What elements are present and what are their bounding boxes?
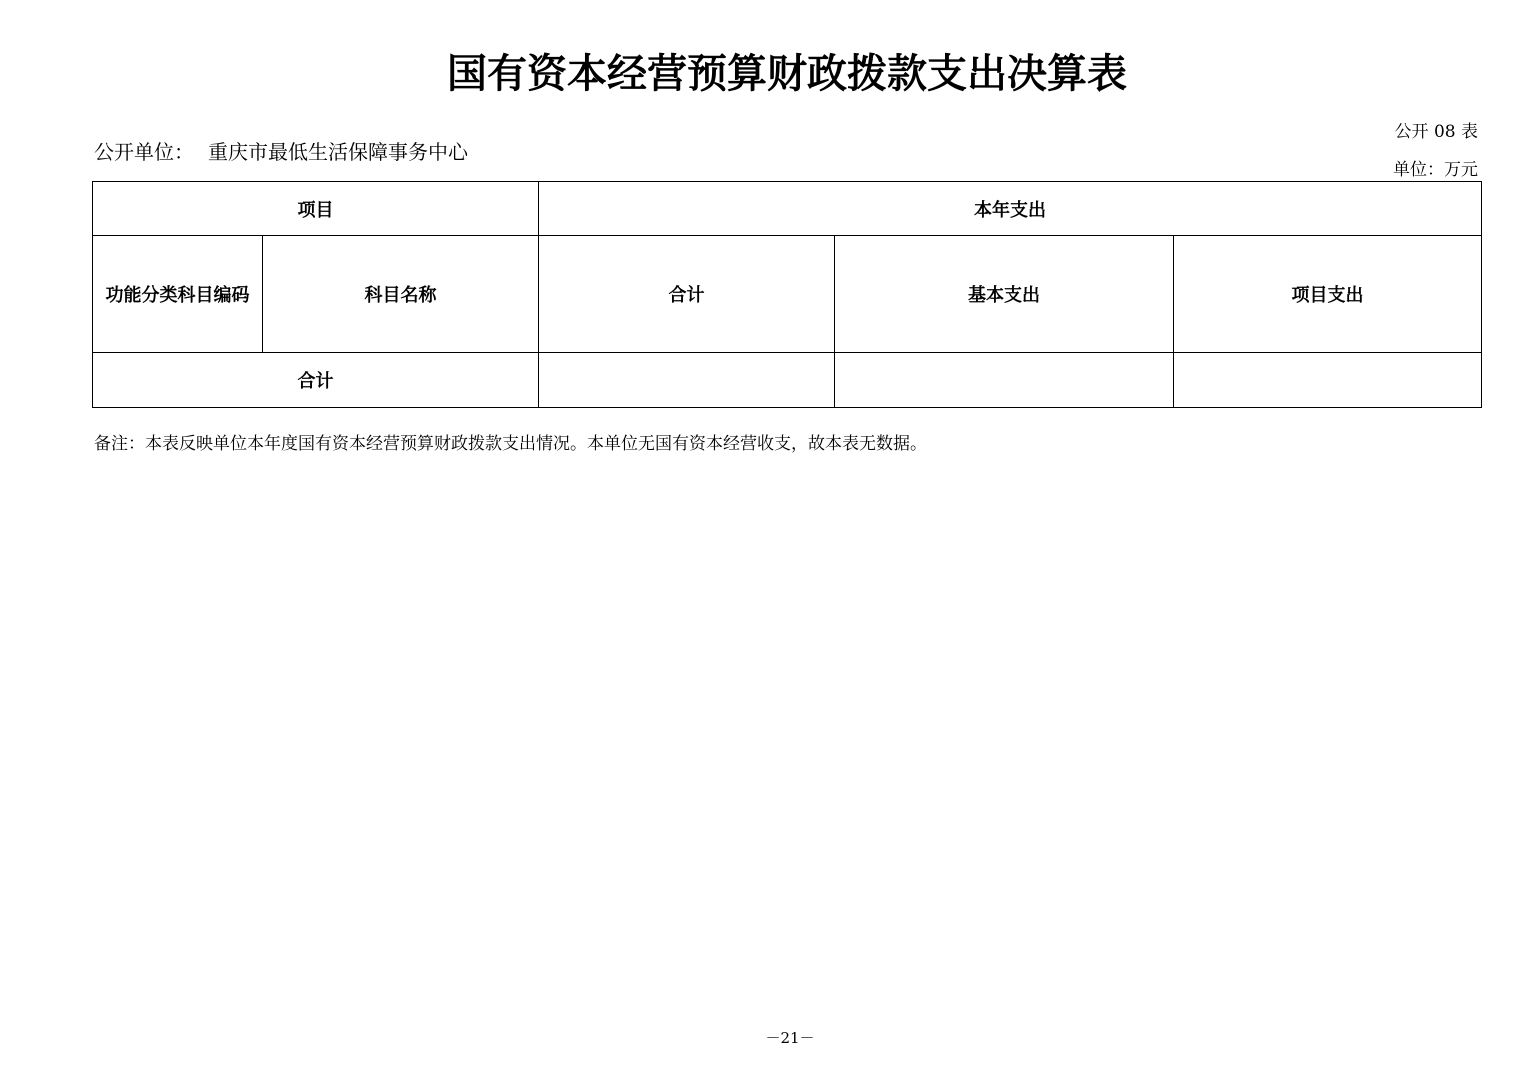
total-row-label: 合计 <box>93 353 539 408</box>
header-current-year: 本年支出 <box>539 182 1482 236</box>
unit-label: 单位：万元 <box>1393 160 1478 180</box>
org-name: 重庆市最低生活保障事务中心 <box>208 140 468 164</box>
table-subheader-row <box>93 236 1482 353</box>
table-header-row <box>93 182 1482 236</box>
page-number: －21－ <box>765 1029 815 1047</box>
total-value-basic <box>835 353 1174 408</box>
footnote: 备注：本表反映单位本年度国有资本经营预算财政拨款支出情况。本单位无国有资本经营收支，故本表无数据。 <box>94 434 927 454</box>
expenditure-table <box>92 181 1482 408</box>
col-name: 科目名称 <box>263 236 539 353</box>
col-basic: 基本支出 <box>835 236 1174 353</box>
col-code: 功能分类科目编码 <box>93 236 263 353</box>
page-title: 国有资本经营预算财政拨款支出决算表 <box>447 50 1127 97</box>
total-value-project <box>1174 353 1482 408</box>
table-number: 公开 08 表 <box>1394 122 1478 142</box>
total-value-sum <box>539 353 835 408</box>
table-total-row <box>93 353 1482 408</box>
org-line <box>94 138 468 166</box>
header-project: 项目 <box>93 182 539 236</box>
col-total: 合计 <box>539 236 835 353</box>
col-project: 项目支出 <box>1174 236 1482 353</box>
org-label: 公开单位： <box>94 140 194 164</box>
